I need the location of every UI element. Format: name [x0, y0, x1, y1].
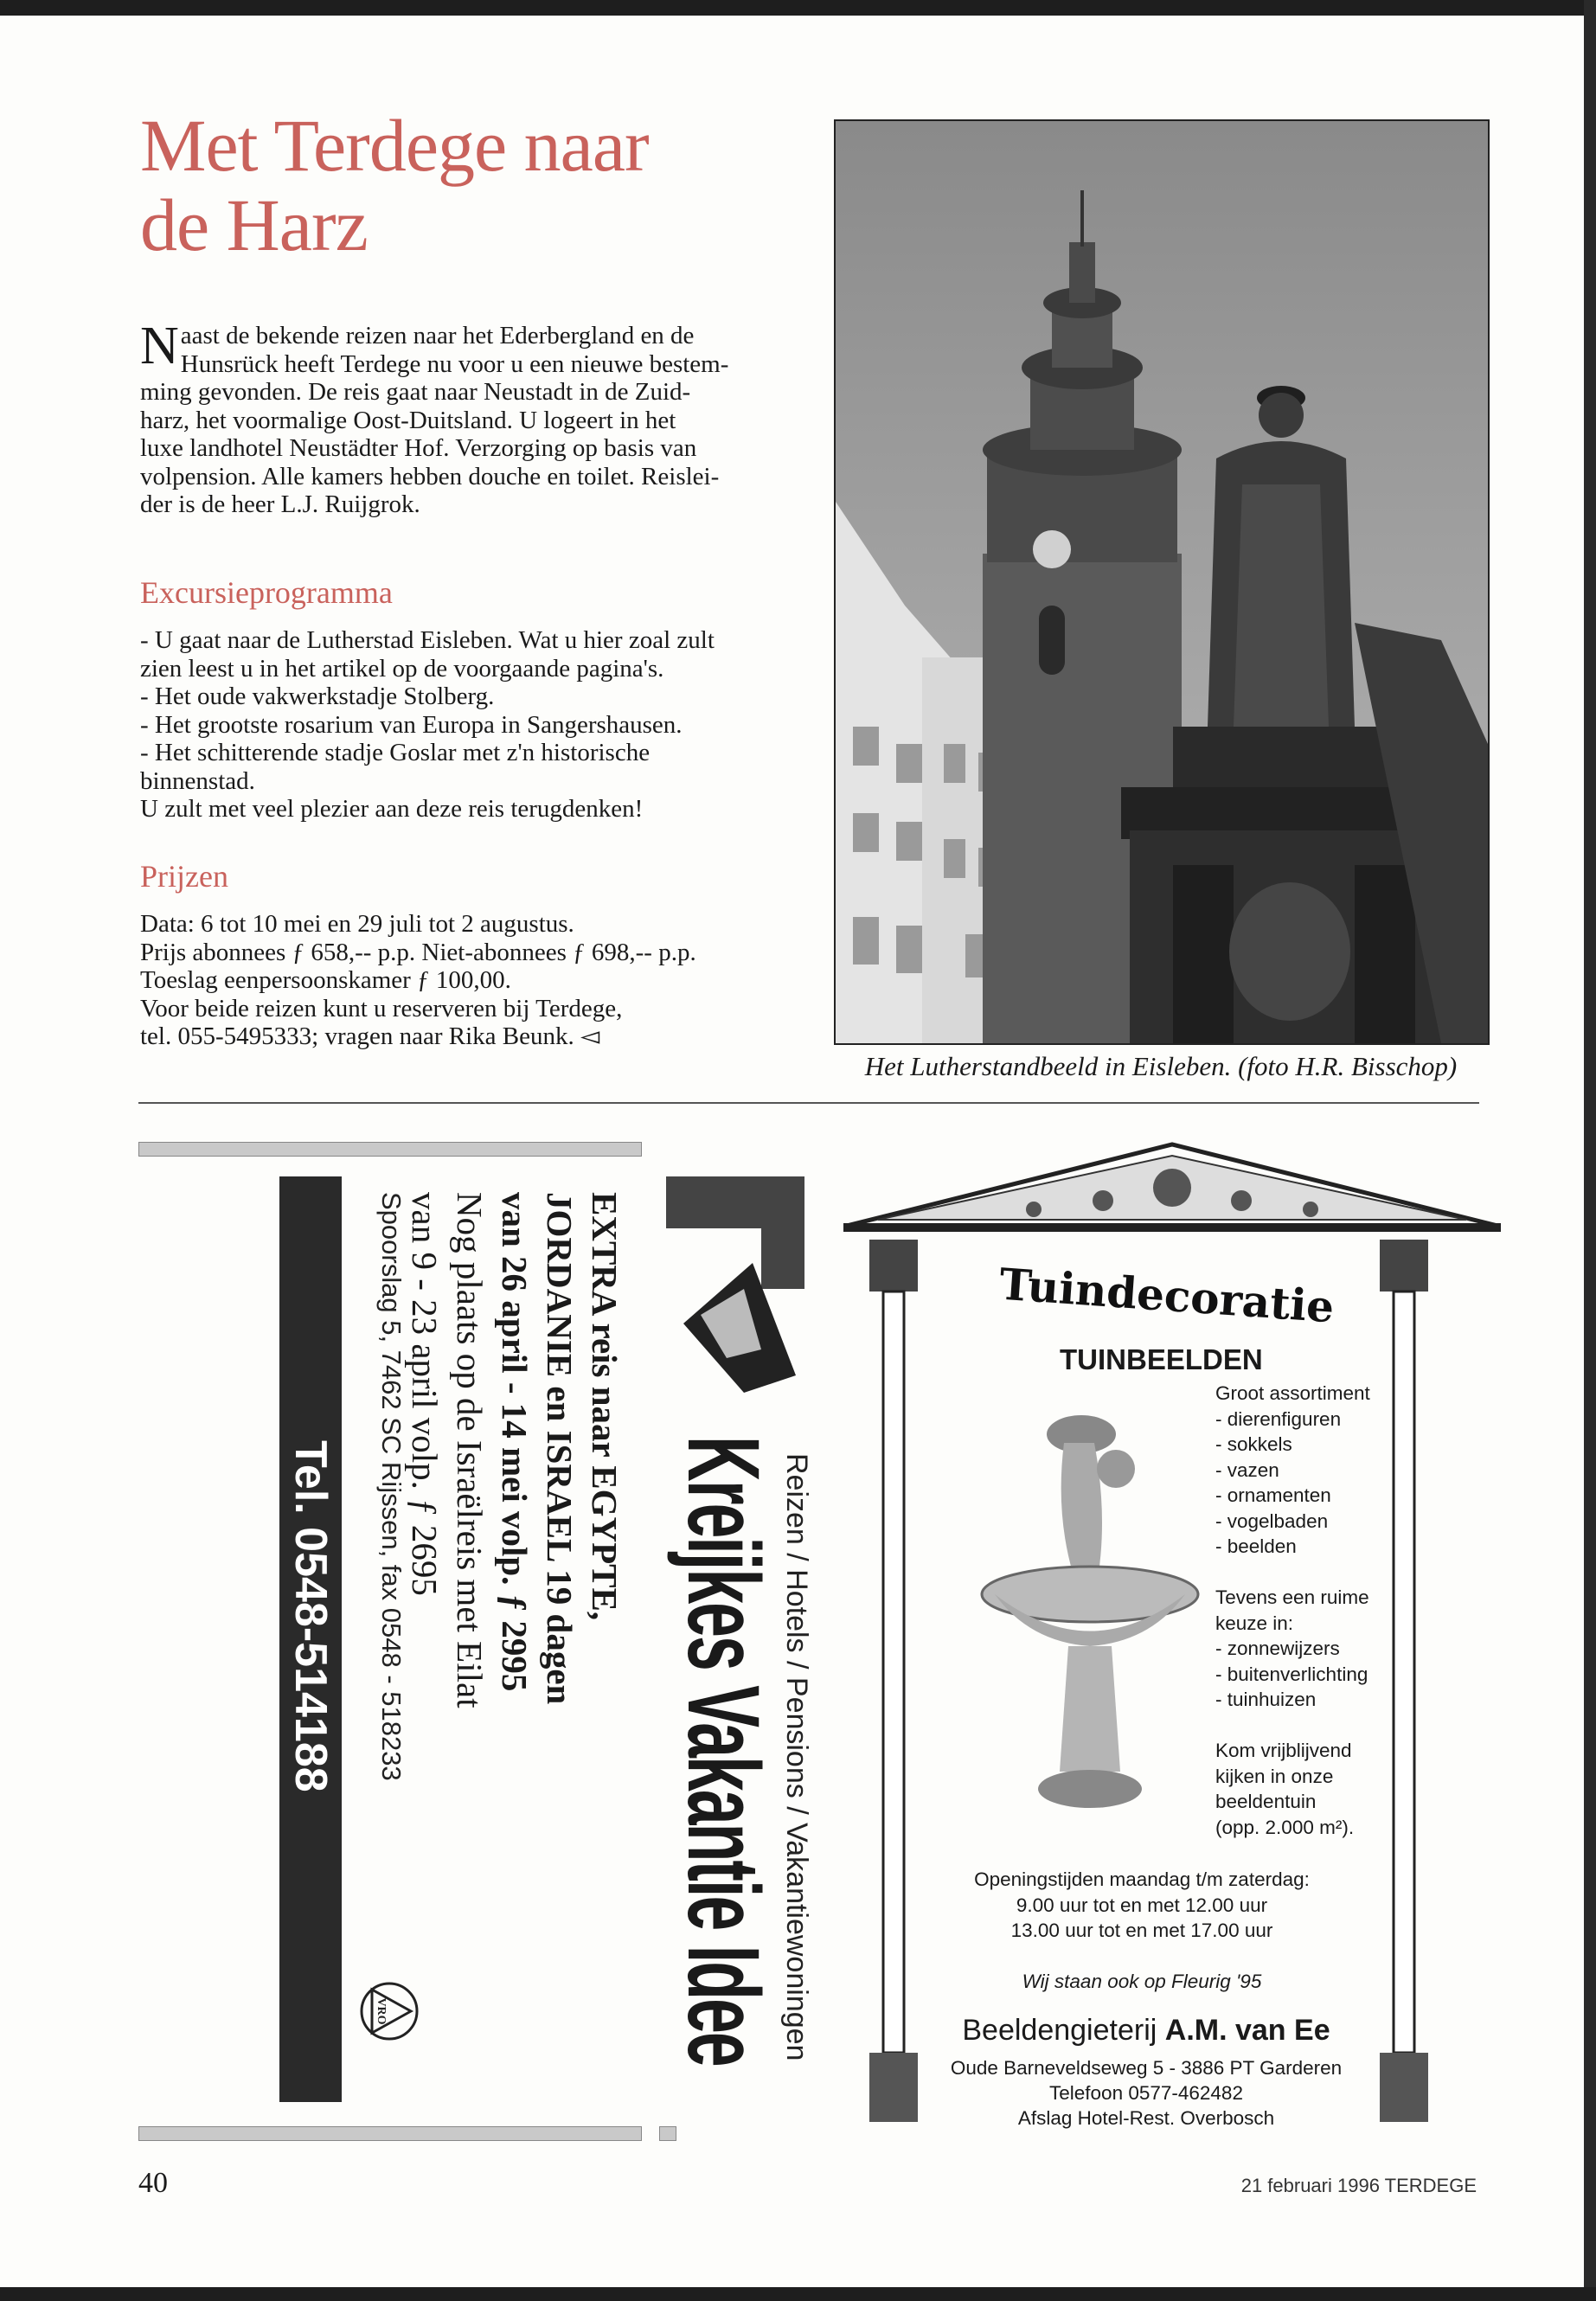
kreijkes-phone: Tel. 0548-514188 — [279, 1176, 342, 2102]
intro-line: volpension. Alle kamers hebben douche en toilet. Reislei- — [140, 462, 720, 490]
prices-line: Prijs abonnees ƒ 658,-- p.p. Niet-abonnees ƒ 698,-- p.p. — [140, 938, 696, 966]
scan-border-right — [1584, 0, 1596, 2301]
kreijkes-logo-icon — [666, 1176, 813, 1393]
ad-frame-bar-top — [138, 1142, 642, 1157]
drop-cap: N — [140, 317, 179, 375]
page-footer: 21 februari 1996 TERDEGE — [1240, 2175, 1477, 2196]
prices-heading: Prijzen — [140, 859, 228, 894]
contact-line: Telefoon 0577-462482 — [1049, 2082, 1243, 2104]
page-number: 40 — [138, 2167, 168, 2199]
excursion-heading: Excursieprogramma — [140, 575, 393, 610]
contact-line: Afslag Hotel-Rest. Overbosch — [1017, 2107, 1275, 2129]
company-name — [904, 2014, 1388, 2048]
list-spacer — [1215, 1560, 1370, 1586]
intro-paragraph — [140, 317, 772, 519]
right-column-icon — [1380, 1240, 1428, 2122]
vro-badge-text: VRO — [375, 1997, 388, 2025]
article-title — [140, 106, 746, 265]
title-line-2: de Harz — [140, 183, 368, 266]
scan-border-bottom — [0, 2287, 1596, 2301]
excursion-line: binnenstad. — [140, 766, 255, 795]
tuinbeelden-subtitle: TUINBEELDEN — [1060, 1343, 1263, 1375]
prices-line: Toeslag eenpersoonskamer ƒ 100,00. — [140, 966, 511, 994]
luther-statue-photo — [834, 119, 1490, 1045]
excursion-line: - Het oude vakwerkstadje Stolberg. — [140, 683, 495, 710]
tuindecoratie-title: Tuindecoratie — [997, 1258, 1336, 1333]
offer-line: van 26 april - 14 mei volp. ƒ 2995 — [495, 1192, 535, 1692]
list-line: Groot assortiment — [1215, 1382, 1370, 1404]
excursion-line: - Het grootste rosarium van Europa in Sangershausen. — [140, 710, 683, 739]
company-contact — [904, 2055, 1388, 2131]
intro-line: aast de bekende reizen naar het Ederbergland en de — [180, 322, 695, 349]
tuindecoratie-ad — [843, 1140, 1501, 2152]
offer-line: van 9 - 23 april volp. ƒ 2695 — [405, 1192, 445, 1596]
kreijkes-address: Spoorslag 5, 7462 SC Rijssen, fax 0548 - 518233 — [376, 1192, 407, 1781]
kreijkes-offer — [402, 1192, 627, 1708]
excursion-line: zien leest u in het artikel op de voorgaande pagina's. — [140, 654, 664, 683]
photo-illustration — [836, 121, 1488, 1043]
list-line: - buitenverlichting — [1215, 1663, 1368, 1685]
list-line: - sokkels — [1215, 1433, 1292, 1455]
excursion-line: - U gaat naar de Lutherstad Eisleben. Wat u hier zoal zult — [140, 626, 715, 654]
offer-line: Nog plaats op de Israëlreis met Eilat — [450, 1192, 490, 1708]
contact-line: Oude Barneveldseweg 5 - 3886 PT Garderen — [950, 2057, 1343, 2079]
company-prefix: Beeldengieterij — [962, 2014, 1165, 2047]
list-line: - tuinhuizen — [1215, 1689, 1317, 1710]
prices-line: tel. 055-5495333; vragen naar Rika Beunk. ◅ — [140, 1022, 600, 1050]
list-line: Tevens een ruime — [1215, 1586, 1369, 1608]
left-column-icon — [869, 1240, 918, 2122]
hours-line: 9.00 uur tot en met 12.00 uur — [1016, 1894, 1268, 1916]
intro-line: harz, het voormalige Oost-Duitsland. U logeert in het — [140, 406, 676, 434]
list-line: - zonnewijzers — [1215, 1638, 1340, 1659]
prices-line: Voor beide reizen kunt u reserveren bij Terdege, — [140, 994, 623, 1022]
list-line: - vogelbaden — [1215, 1509, 1329, 1532]
title-line-1: Met Terdege naar — [140, 104, 649, 187]
intro-line: ming gevonden. De reis gaat naar Neustadt in de Zuid- — [140, 378, 691, 406]
hours-line: Openingstijden maandag t/m zaterdag: — [974, 1868, 1310, 1890]
list-line: beeldentuin — [1215, 1791, 1317, 1812]
offer-line: JORDANIE en ISRAEL 19 dagen — [540, 1192, 580, 1705]
list-line: kijken in onze — [1215, 1765, 1334, 1787]
section-divider — [138, 1102, 1479, 1104]
kreijkes-ad — [138, 1176, 813, 2111]
list-line: - vazen — [1215, 1458, 1279, 1481]
intro-line: luxe landhotel Neustädter Hof. Verzorging op basis van — [140, 434, 697, 462]
intro-line: Hunsrück heeft Terdege nu voor u een nieuwe bestem- — [180, 349, 729, 378]
company-owner: A.M. van Ee — [1164, 2014, 1330, 2047]
list-line: - dierenfiguren — [1215, 1407, 1342, 1430]
excursion-line: U zult met veel plezier aan deze reis terugdenken! — [140, 795, 644, 823]
list-line: - beelden — [1215, 1535, 1297, 1557]
prices-block — [140, 910, 780, 1051]
pediment-ornament-icon — [843, 1140, 1501, 1235]
opening-hours — [939, 1867, 1345, 1944]
photo-caption: Het Lutherstandbeeld in Eisleben. (foto H.R. Bisschop) — [864, 1051, 1458, 1081]
scan-border-top — [0, 0, 1596, 16]
vro-badge-icon — [359, 1981, 420, 2041]
list-line: - ornamenten — [1215, 1484, 1331, 1506]
ad-frame-bar-bottom — [138, 2126, 642, 2141]
ad-frame-square — [659, 2126, 676, 2141]
assortment-list — [1215, 1381, 1370, 1840]
kreijkes-brand: Kreijkes Vakantie Idee — [666, 1436, 780, 2066]
list-line: Kom vrijblijvend — [1215, 1740, 1352, 1761]
intro-line: der is de heer L.J. Ruijgrok. — [140, 490, 420, 518]
excursion-list — [140, 626, 780, 824]
fountain-statue-icon — [977, 1408, 1202, 1815]
hours-line: 13.00 uur tot en met 17.00 uur — [1010, 1920, 1273, 1941]
kreijkes-tagline: Reizen / Hotels / Pensions / Vakantiewoningen — [780, 1453, 813, 2061]
offer-line: EXTRA reis naar EGYPTE, — [585, 1192, 625, 1621]
excursion-line: - Het schitterende stadje Goslar met z'n historische — [140, 739, 651, 766]
list-line: (opp. 2.000 m²). — [1215, 1816, 1355, 1838]
fleurig-note: Wij staan ook op Fleurig '95 — [1022, 1971, 1262, 1992]
list-spacer — [1215, 1713, 1370, 1739]
prices-line: Data: 6 tot 10 mei en 29 juli tot 2 augustus. — [140, 910, 574, 938]
list-line: keuze in: — [1215, 1612, 1294, 1634]
